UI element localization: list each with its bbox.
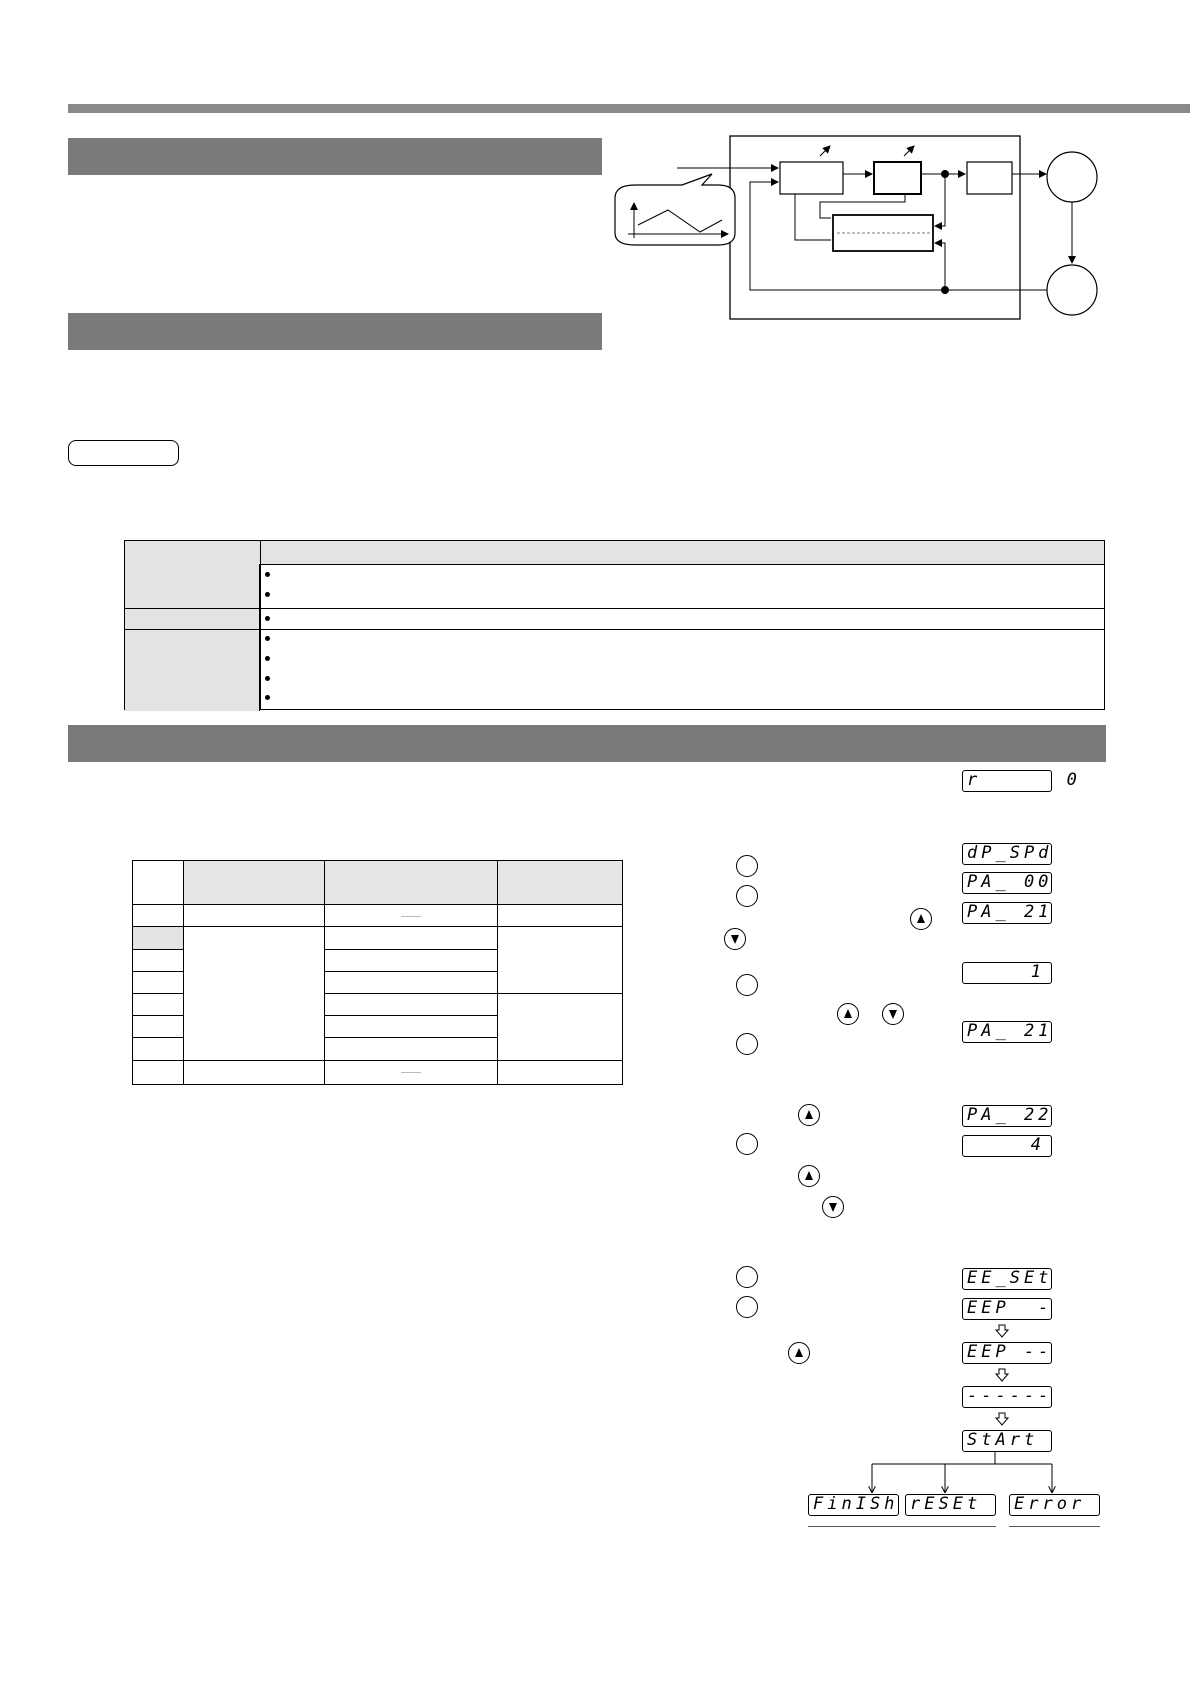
display-start: StArt bbox=[962, 1430, 1052, 1452]
up-arrow-button-icon[interactable] bbox=[837, 1003, 859, 1025]
features-table-header bbox=[125, 541, 1104, 565]
top-rule bbox=[68, 104, 1190, 113]
section-header-3 bbox=[68, 725, 1106, 762]
section-header-2 bbox=[68, 313, 602, 350]
up-arrow-button-icon[interactable] bbox=[788, 1342, 810, 1364]
result-underline-error bbox=[1009, 1526, 1100, 1527]
blank-button-icon[interactable] bbox=[736, 974, 758, 996]
up-arrow-button-icon[interactable] bbox=[798, 1165, 820, 1187]
display-pa21-return: PA_ 21 bbox=[962, 1021, 1052, 1043]
diagram-block-1 bbox=[780, 162, 843, 194]
diagram-circle-bottom bbox=[1047, 265, 1097, 315]
control-block-diagram bbox=[610, 130, 1120, 325]
bullet bbox=[265, 616, 270, 621]
up-arrow-button-icon[interactable] bbox=[910, 908, 932, 930]
display-reset: rESEt bbox=[905, 1494, 996, 1516]
down-arrow-button-icon[interactable] bbox=[724, 928, 746, 950]
display-pa22: PA_ 22 bbox=[962, 1105, 1052, 1127]
display-dashes: ------ bbox=[962, 1386, 1052, 1408]
bullet bbox=[265, 636, 270, 641]
display-dp-spd: dP_SPd bbox=[962, 843, 1052, 865]
display-ee-set: EE_SEt bbox=[962, 1268, 1052, 1290]
note-label-pill bbox=[68, 440, 179, 466]
up-arrow-button-icon[interactable] bbox=[798, 1104, 820, 1126]
blank-button-icon[interactable] bbox=[736, 1133, 758, 1155]
result-branch-lines bbox=[860, 1452, 1060, 1497]
down-arrow-button-icon[interactable] bbox=[882, 1003, 904, 1025]
result-underline-success bbox=[808, 1526, 996, 1527]
display-value-1: 1 bbox=[962, 962, 1052, 984]
display-r0: r 0 bbox=[962, 770, 1052, 792]
display-eep-2: EEP -- bbox=[962, 1342, 1052, 1364]
bullet bbox=[265, 592, 270, 597]
bullet bbox=[265, 695, 270, 700]
features-table-label-col bbox=[125, 564, 260, 711]
parameter-table-header bbox=[133, 861, 184, 905]
blank-button-icon[interactable] bbox=[736, 1266, 758, 1288]
display-pa21: PA_ 21 bbox=[962, 902, 1052, 924]
blank-button-icon[interactable] bbox=[736, 885, 758, 907]
display-pa00: PA_ 00 bbox=[962, 872, 1052, 894]
diagram-circle-top bbox=[1047, 152, 1097, 202]
display-finish: FinISh bbox=[808, 1494, 899, 1516]
display-value-4: 4 bbox=[962, 1135, 1052, 1157]
display-eep-1: EEP - bbox=[962, 1298, 1052, 1320]
down-flow-arrow-icon bbox=[995, 1412, 1009, 1426]
blank-button-icon[interactable] bbox=[736, 1296, 758, 1318]
diagram-block-3 bbox=[967, 162, 1012, 194]
bullet bbox=[265, 572, 270, 577]
down-arrow-button-icon[interactable] bbox=[822, 1196, 844, 1218]
blank-button-icon[interactable] bbox=[736, 855, 758, 877]
down-flow-arrow-icon bbox=[995, 1368, 1009, 1382]
diagram-block-2 bbox=[874, 162, 921, 194]
down-flow-arrow-icon bbox=[995, 1324, 1009, 1338]
section-header-1 bbox=[68, 138, 602, 175]
parameter-table bbox=[132, 860, 623, 1085]
bullet bbox=[265, 676, 270, 681]
blank-button-icon[interactable] bbox=[736, 1033, 758, 1055]
features-table bbox=[124, 540, 1105, 710]
display-error: Error bbox=[1009, 1494, 1100, 1516]
bullet bbox=[265, 656, 270, 661]
